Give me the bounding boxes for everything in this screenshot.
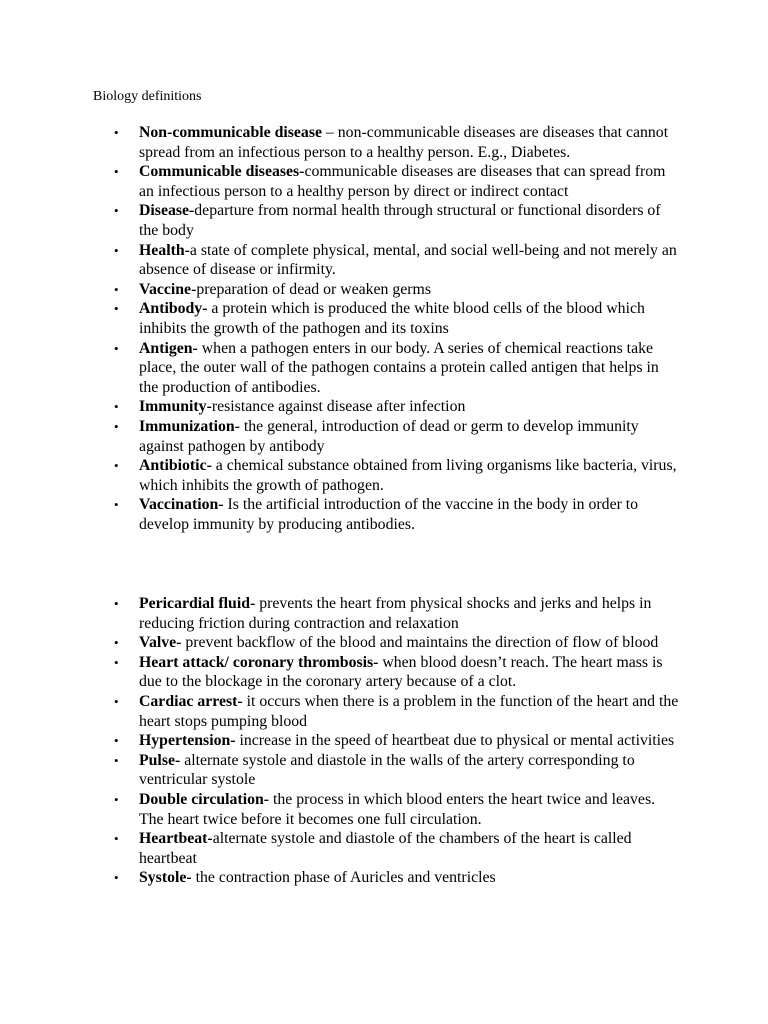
term: Pericardial fluid-	[139, 595, 256, 612]
bullet-icon: •	[114, 635, 119, 651]
list-item	[114, 790, 679, 829]
bullet-icon: •	[114, 418, 119, 434]
term: Vaccination-	[139, 496, 224, 514]
term: Antigen-	[139, 339, 198, 357]
list-item	[114, 299, 679, 338]
bullet-icon: •	[114, 281, 119, 297]
term: Communicable diseases-	[139, 163, 305, 181]
term: Immunization-	[139, 417, 240, 435]
term: Hypertension-	[139, 732, 236, 750]
definition: it occurs when there is a problem in the function of the heart and the heart stops pumping blood	[139, 692, 679, 730]
bullet-icon: •	[114, 791, 119, 807]
term: Double circulation-	[139, 790, 270, 808]
term: Non-communicable disease	[139, 124, 322, 141]
bullet-icon: •	[114, 831, 119, 847]
list-item	[114, 201, 679, 240]
definition: a chemical substance obtained from living organisms like bacteria, virus, which inhibits the growth of pathogen.	[139, 457, 677, 494]
list-item	[114, 339, 679, 398]
term: Health-	[139, 241, 190, 259]
list-item	[114, 731, 679, 751]
bullet-icon: •	[114, 870, 119, 886]
bullet-icon: •	[114, 340, 119, 356]
definition: departure from normal health through structural or functional disorders of the body	[139, 202, 661, 239]
list-item	[114, 868, 679, 888]
bullet-icon: •	[114, 654, 119, 670]
list-item	[114, 829, 679, 868]
term: Systole-	[139, 869, 192, 887]
list-item	[114, 495, 679, 534]
definition: communicable diseases are diseases that can spread from an infectious person to a healthy person by direct or indirect contact	[139, 163, 666, 200]
definition: a protein which is produced the white blood cells of the blood which inhibits the growth of the pathogen and its toxins	[139, 300, 645, 337]
bullet-icon: •	[114, 242, 119, 258]
term: Antibody-	[139, 300, 208, 318]
definition: the general, introduction of dead or germ to develop immunity against pathogen by antibody	[139, 417, 639, 455]
definition: Is the artificial introduction of the vaccine in the body in order to develop immunity by producing antibodies.	[139, 496, 639, 533]
definition: prevents the heart from physical shocks and jerks and helps in reducing friction during contraction and relaxation	[139, 595, 652, 632]
definition-list-heart	[114, 594, 679, 888]
bullet-icon: •	[114, 458, 119, 474]
definition: alternate systole and diastole of the chambers of the heart is called heartbeat	[139, 830, 632, 867]
bullet-icon: •	[114, 301, 119, 317]
definition: alternate systole and diastole in the walls of the artery corresponding to ventricular systole	[139, 751, 635, 789]
definition: prevent backflow of the blood and maintains the direction of flow of blood	[181, 634, 659, 652]
list-item	[114, 417, 679, 456]
term: Antibiotic-	[139, 457, 212, 475]
term: Pulse-	[139, 751, 181, 769]
bullet-icon: •	[114, 164, 119, 180]
term: Immunity-	[139, 398, 212, 416]
definition: increase in the speed of heartbeat due to physical or mental activities	[235, 732, 675, 750]
bullet-icon: •	[114, 497, 119, 513]
list-item	[114, 162, 679, 201]
definition: resistance against disease after infection	[211, 398, 466, 416]
term: Heart attack/ coronary thrombosis-	[139, 653, 379, 671]
definition: preparation of dead or weaken germs	[196, 280, 431, 298]
list-item	[114, 692, 679, 731]
bullet-icon: •	[114, 693, 119, 709]
list-item	[114, 456, 679, 495]
term: Disease-	[139, 202, 195, 220]
term: Valve-	[139, 634, 182, 652]
bullet-icon: •	[114, 399, 119, 415]
list-item	[114, 241, 679, 280]
list-item	[114, 123, 679, 162]
bullet-icon: •	[114, 203, 119, 219]
definition: when blood doesn’t reach. The heart mass is due to the blockage in the coronary artery because of a clot.	[139, 653, 663, 691]
list-item	[114, 397, 679, 417]
term: Vaccine-	[139, 280, 197, 298]
list-item	[114, 280, 679, 300]
list-item	[114, 633, 679, 653]
definition: the process in which blood enters the heart twice and leaves. The heart twice before it becomes one full circulation.	[139, 790, 656, 828]
bullet-icon: •	[114, 733, 119, 749]
list-item	[114, 751, 679, 790]
list-item	[114, 594, 679, 633]
list-item	[114, 653, 679, 692]
document-title: Biology definitions	[93, 89, 202, 104]
term: Heartbeat-	[139, 830, 213, 848]
definition: – non-communicable diseases are diseases that cannot spread from an infectious person to a healthy person. E.g., Diabetes.	[139, 124, 669, 161]
definition: the contraction phase of Auricles and ventricles	[191, 869, 496, 887]
definition: a state of complete physical, mental, and social well-being and not merely an absence of disease or infirmity.	[139, 241, 677, 279]
definition: when a pathogen enters in our body. A series of chemical reactions take place, the outer wall of the pathogen contains a protein called antigen that helps in the production of antibodies.	[139, 339, 659, 396]
term: Cardiac arrest-	[139, 692, 243, 710]
definition-list-diseases	[114, 123, 679, 534]
bullet-icon: •	[114, 596, 119, 611]
bullet-icon: •	[114, 752, 119, 768]
bullet-icon: •	[114, 125, 119, 140]
